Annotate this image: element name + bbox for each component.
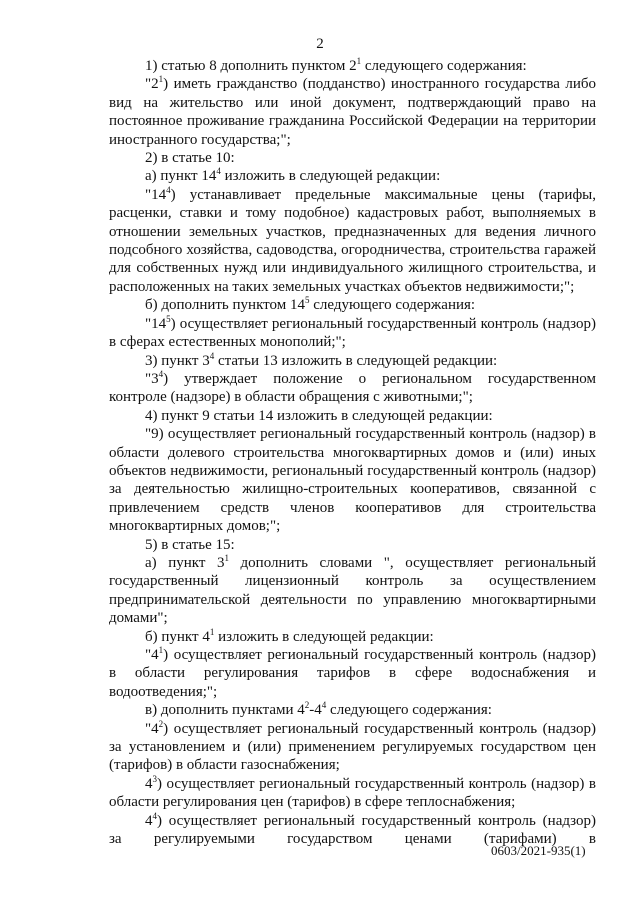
superscript: 4 <box>216 166 221 177</box>
superscript: 5 <box>166 313 171 324</box>
paragraph-text: "9) осуществляет региональный государственный контроль (надзор) в области долевого строительства многоквартирных домов и (или) иных объектов недвижимости, региональный государственный контроль (надзор) за деятельностью жилищно-строительных кооперативов, связанной с привлечением средств членов кооперативов для строительства многоквартирных домов;"; <box>109 426 596 535</box>
paragraph <box>109 352 596 370</box>
paragraph-text: ) иметь гражданство (подданство) иностранного государства либо вид на жительство или иной документ, подтверждающий право на постоянное проживание гражданина Российской Федерации на территории иностранного государства;"; <box>109 76 596 148</box>
paragraph-text: следующего содержания: <box>309 297 476 314</box>
paragraph-text: 4 <box>145 812 153 829</box>
paragraph <box>109 701 596 719</box>
paragraph <box>109 646 596 701</box>
superscript: 4 <box>209 350 215 361</box>
superscript: 1 <box>158 645 164 655</box>
superscript: 2 <box>304 700 310 711</box>
paragraph <box>109 720 596 775</box>
document-number: 0603/2021-935(1) <box>491 843 586 858</box>
superscript: 4 <box>166 184 171 195</box>
superscript: 1 <box>224 552 229 563</box>
paragraph-text: 4) пункт 9 статьи 14 изложить в следующей редакции: <box>145 407 493 424</box>
superscript: 4 <box>152 810 157 821</box>
paragraph <box>109 628 596 646</box>
paragraph <box>109 149 596 167</box>
paragraph-text: 4 <box>145 775 153 792</box>
paragraph-text: б) дополнить пунктом 14 <box>145 297 305 314</box>
paragraph-text: б) пункт 4 <box>145 628 210 645</box>
paragraph-text: статьи 13 изложить в следующей редакции: <box>214 352 498 369</box>
paragraph-text: следующего содержания: <box>326 702 492 719</box>
paragraph <box>109 57 596 75</box>
document-body <box>109 57 596 848</box>
paragraph-text: в) дополнить пунктами 4 <box>145 702 305 719</box>
paragraph-text: 1) статью 8 дополнить пунктом 2 <box>145 58 357 74</box>
paragraph <box>109 315 596 352</box>
paragraph <box>109 407 596 425</box>
paragraph-text: "4 <box>145 720 159 737</box>
paragraph <box>109 775 596 812</box>
paragraph-text: а) пункт 14 <box>145 168 217 185</box>
superscript: 4 <box>158 368 164 379</box>
paragraph <box>109 296 596 314</box>
paragraph-text: изложить в следующей редакции: <box>214 628 434 645</box>
paragraph-text: "4 <box>145 647 159 663</box>
paragraph-text: 2) в статье 10: <box>145 150 235 167</box>
paragraph <box>109 554 596 628</box>
superscript: 3 <box>152 773 157 784</box>
superscript: 5 <box>304 295 310 306</box>
paragraph-text: "3 <box>145 370 159 387</box>
paragraph <box>109 186 596 296</box>
paragraph-text: -4 <box>309 702 322 719</box>
page-number: 2 <box>316 36 324 52</box>
superscript: 1 <box>158 74 164 85</box>
paragraph <box>109 536 596 554</box>
paragraph <box>109 167 596 185</box>
paragraph-text: следующего содержания: <box>361 58 527 74</box>
paragraph-text: ) осуществляет региональный государственный контроль (надзор) в области регулирования цен (тарифов) в сфере теплоснабжения; <box>109 775 596 811</box>
paragraph <box>109 370 596 407</box>
paragraph-text: дополнить словами ", осуществляет региональный государственный лицензионный контроль за осуществлением предпринимательской деятельности по управлению многоквартирными домами"; <box>109 554 596 627</box>
paragraph-text: "14 <box>145 186 167 203</box>
paragraph-text: 3) пункт 3 <box>145 352 210 369</box>
paragraph-text: 5) в статье 15: <box>145 536 235 553</box>
paragraph <box>109 75 596 149</box>
paragraph-text: ) осуществляет региональный государственный контроль (надзор) в сферах естественных монополий;"; <box>109 315 596 351</box>
paragraph-text: ) осуществляет региональный государственный контроль (надзор) за регулируемыми государством ценами (тарифами) в <box>109 812 596 848</box>
paragraph-text: "2 <box>145 76 159 93</box>
superscript: 1 <box>209 626 215 637</box>
paragraph-text: ) устанавливает предельные максимальные цены (тарифы, расценки, ставки и тому подобное) кадастровых работ, выполняемых в отношении земельных участков, предназначенных для ведения личного подсобного хозяйства, садоводства, огородничества, строительства гаражей для собственных нужд или индивидуального жилищного строительства, и расположенных на таких земельных участках объектов недвижимости;"; <box>109 186 596 295</box>
paragraph-text: изложить в следующей редакции: <box>220 168 441 185</box>
superscript: 1 <box>356 56 362 66</box>
paragraph-text: ) осуществляет региональный государственный контроль (надзор) за установлением и (или) применением регулируемых государством цен (тарифов) в области газоснабжения; <box>109 720 596 774</box>
superscript: 4 <box>321 700 327 711</box>
paragraph-text: ) осуществляет региональный государственный контроль (надзор) в области регулирования тарифов в сфере водоснабжения и водоотведения;"; <box>109 647 596 700</box>
paragraph <box>109 425 596 535</box>
superscript: 2 <box>158 718 164 729</box>
paragraph-text: "14 <box>145 315 167 332</box>
paragraph-text: ) утверждает положение о региональном государственном контроле (надзоре) в области обращения с животными;"; <box>109 370 596 406</box>
paragraph-text: а) пункт 3 <box>145 554 225 571</box>
